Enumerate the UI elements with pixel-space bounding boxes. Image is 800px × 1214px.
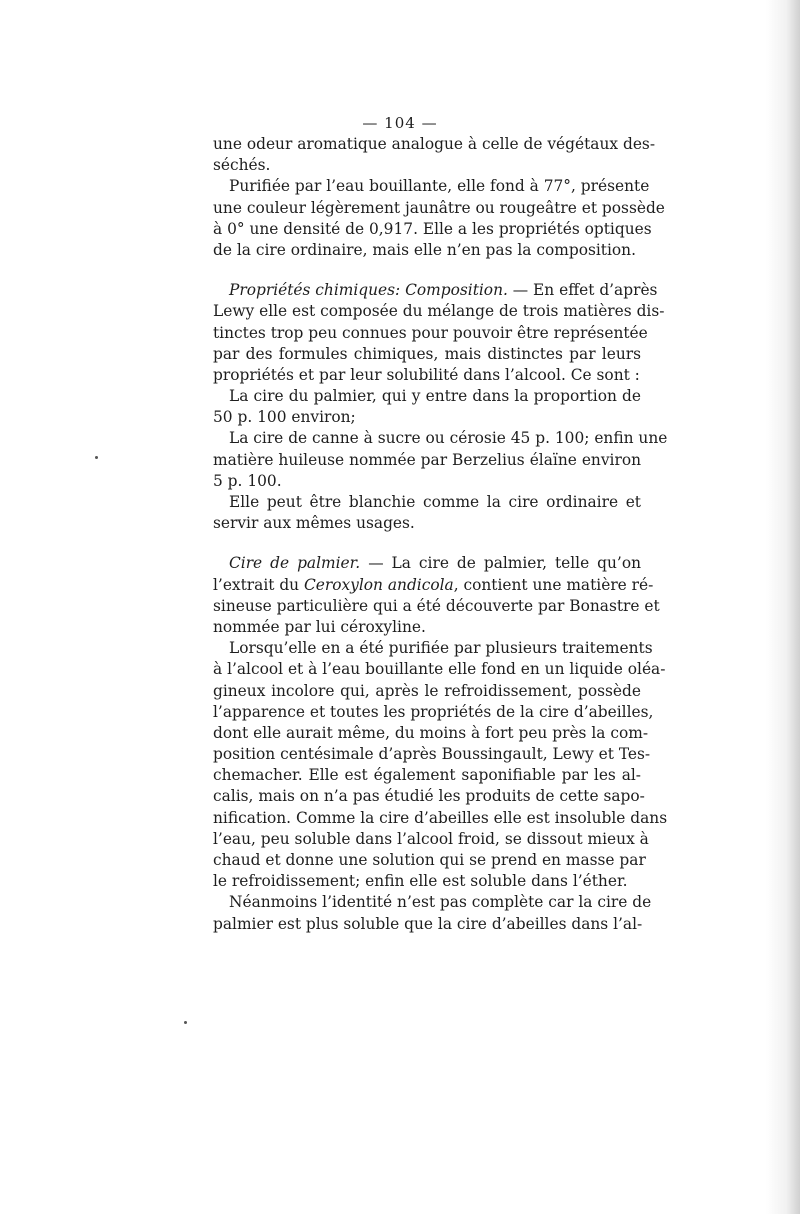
text-line: Néanmoins l’identité n’est pas complète car la cire de — [229, 893, 652, 912]
text-line: palmier est plus soluble que la cire d’abeilles dans l’al- — [213, 914, 643, 933]
text-line: tinctes trop peu connues pour pouvoir être représentée — [213, 323, 648, 342]
text-line: position centésimale d’après Boussingault, Lewy et Tes- — [213, 745, 651, 764]
paragraph — [213, 553, 660, 638]
paragraph — [213, 492, 641, 534]
text-line: Elle peut être blanchie comme la cire ordinaire et — [229, 493, 641, 511]
text-line: servir aux mêmes usages. — [213, 514, 415, 533]
text-line: La cire du palmier, qui y entre dans la proportion de — [229, 387, 641, 406]
text-line: séchés. — [213, 156, 271, 175]
scan-speck — [95, 456, 98, 459]
text-line: sineuse particulière qui a été découverte par Bonastre et — [213, 596, 660, 615]
text-line: Propriétés chimiques: Composition. — En effet d’après — [229, 281, 658, 300]
text-line: Lewy elle est composée du mélange de trois matières dis- — [213, 302, 665, 321]
paragraph — [213, 134, 656, 176]
page-edge-shadow — [766, 0, 800, 1214]
text-line: par des formules chimiques, mais distinctes par leurs — [213, 344, 641, 363]
text-line: chemacher. Elle est également saponifiable par les al- — [213, 766, 641, 785]
text-line: 5 p. 100. — [213, 471, 282, 490]
text-line: dont elle aurait même, du moins à fort peu près la com- — [213, 723, 649, 742]
paragraph — [213, 176, 665, 261]
paragraph — [213, 280, 665, 386]
text-line: l’eau, peu soluble dans l’alcool froid, se dissout mieux à — [213, 829, 649, 848]
text-line: de la cire ordinaire, mais elle n’en pas la composition. — [213, 240, 636, 259]
text-line: gineux incolore qui, après le refroidissement, possède — [213, 681, 641, 700]
text-line: chaud et donne une solution qui se prend en masse par — [213, 851, 646, 869]
text-line: le refroidissement; enfin elle est soluble dans l’éther. — [213, 872, 628, 891]
text-line: Purifiée par l’eau bouillante, elle fond à 77°, présente — [229, 177, 650, 196]
text-line: à 0° une densité de 0,917. Elle a les propriétés optiques — [213, 219, 652, 238]
text-line: nification. Comme la cire d’abeilles elle est insoluble dans — [213, 808, 668, 827]
text-line: nommée par lui céroxyline. — [213, 617, 426, 636]
paragraph — [213, 892, 652, 934]
body-text — [213, 134, 668, 935]
text-line: matière huileuse nommée par Berzelius élaïne environ — [213, 450, 641, 469]
text-line: Lorsqu’elle en a été purifiée par plusieurs traitements — [229, 639, 653, 658]
text-line: 50 p. 100 environ; — [213, 408, 356, 427]
text-line: La cire de canne à sucre ou cérosie 45 p. 100; enfin une — [229, 429, 668, 448]
page-number: — 104 — — [362, 114, 438, 132]
paragraph — [213, 638, 668, 892]
text-line: une odeur aromatique analogue à celle de végétaux des- — [213, 135, 656, 153]
paragraph — [213, 428, 668, 492]
text-line: à l’alcool et à l’eau bouillante elle fond en un liquide oléa- — [213, 660, 666, 679]
text-line: propriétés et par leur solubilité dans l’alcool. Ce sont : — [213, 365, 640, 384]
text-line: Cire de palmier. — La cire de palmier, telle qu’on — [229, 554, 642, 573]
text-line: une couleur légèrement jaunâtre ou rougeâtre et possède — [213, 198, 665, 217]
paragraph — [213, 386, 641, 428]
scan-speck — [184, 1021, 187, 1024]
text-line: l’extrait du Ceroxylon andicola, contient une matière ré- — [213, 575, 654, 594]
text-line: calis, mais on n’a pas étudié les produits de cette sapo- — [213, 787, 645, 806]
text-line: l’apparence et toutes les propriétés de la cire d’abeilles, — [213, 702, 654, 721]
